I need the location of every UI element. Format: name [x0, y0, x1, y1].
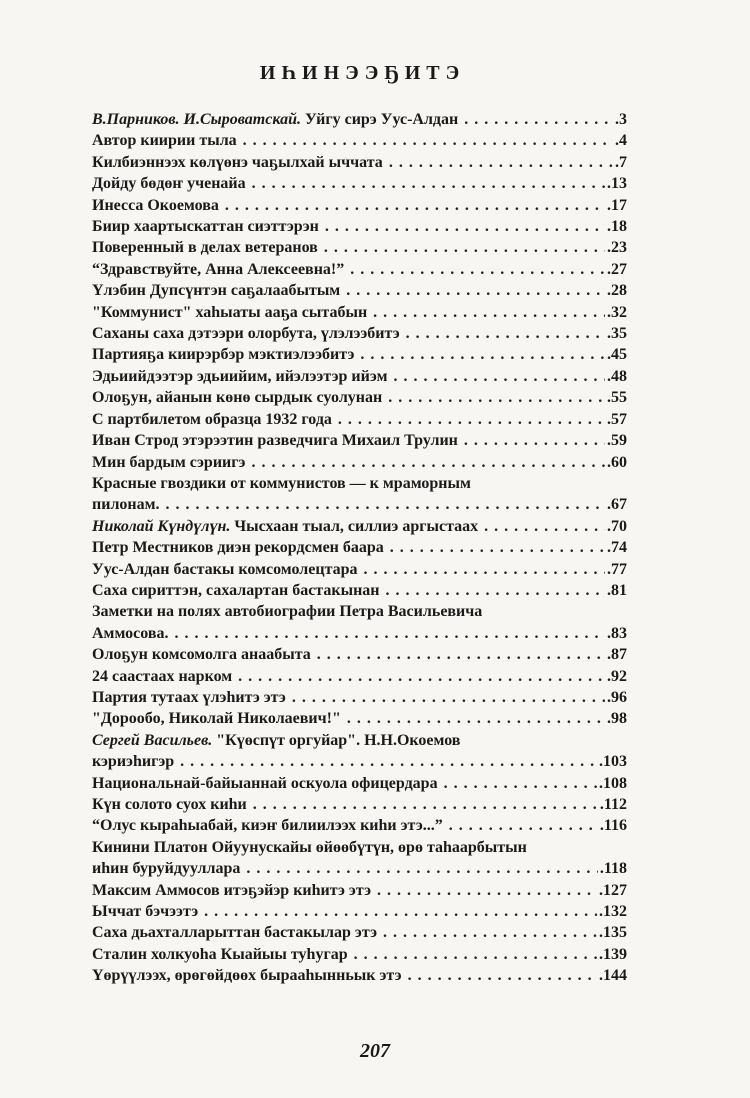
toc-entry — [92, 409, 627, 430]
toc-entry — [92, 794, 627, 815]
toc-entry — [92, 387, 627, 408]
entry-page: .98 — [607, 710, 627, 728]
entry-title: Күн солото суох киһи — [92, 796, 247, 813]
toc-entry — [92, 880, 627, 901]
dot-leader — [406, 323, 605, 344]
toc-entry — [92, 730, 627, 773]
entry-title: Биир хаартыскаттан сиэттэрэн — [92, 218, 319, 236]
toc-entry — [92, 366, 627, 387]
entry-title: Үлэбин Дупсүнтэн саҕалаабытым — [92, 282, 341, 300]
entry-page: .118 — [599, 860, 627, 878]
entry-title: Поверенный в делах ветеранов — [92, 239, 318, 257]
toc-entry — [92, 130, 627, 151]
dot-leader — [390, 537, 605, 558]
dot-leader — [243, 130, 613, 151]
entry-page: .45 — [607, 346, 627, 364]
entry-page: .23 — [607, 239, 627, 257]
entry-title: Автор киирии тыла — [92, 132, 237, 150]
entry-title: “Олус кыраһыабай, киэҥ билиилээх киһи этэ...” — [92, 817, 443, 835]
toc-entry — [92, 901, 627, 922]
entry-title: С партбилетом образца 1932 года — [92, 410, 332, 428]
entry-title: Килбиэннээх көлүөнэ чаҕылхай ыччата — [92, 153, 383, 171]
dot-leader — [166, 494, 605, 515]
dot-leader — [338, 409, 605, 430]
toc-entry — [92, 815, 627, 836]
entry-page: .81 — [607, 581, 627, 599]
entry-title: Чысхаан тыал, силлиэ аргыстаах — [234, 517, 479, 535]
toc-entry — [92, 687, 627, 708]
entry-page: .112 — [599, 796, 627, 813]
entry-title-continued: пилонам. — [92, 496, 160, 514]
entry-title-continued: иһин буруйдууллара — [92, 860, 241, 878]
entry-title-continued: Аммосова. — [92, 624, 169, 642]
entry-title: Эдьиийдээтэр эдьиийим, ийэлээтэр ийэм — [92, 367, 388, 385]
entry-title: Ыччат бэчээтэ — [92, 903, 199, 921]
entry-title: Олоҕун комсомолга анаабыта — [92, 646, 311, 664]
toc-entry — [92, 302, 627, 323]
table-of-contents — [92, 62, 627, 987]
dot-leader — [444, 773, 597, 794]
entry-page: .48 — [607, 367, 627, 385]
dot-leader — [292, 687, 605, 708]
dot-leader — [325, 216, 605, 237]
dot-leader — [389, 152, 613, 173]
entry-page: .27 — [607, 260, 627, 278]
entry-title: Заметки на полях автобиографии Петра Васильевича — [92, 603, 483, 621]
toc-entry — [92, 773, 627, 794]
toc-entry — [92, 216, 627, 237]
entry-author: Николай Күндүлүн. — [92, 517, 231, 535]
entry-title: “Здравствуйте, Анна Алексеевна!” — [92, 260, 345, 278]
entry-title: Үөрүүлээх, өрөгөйдөөх бырааһынньык этэ — [92, 967, 402, 985]
entry-title: Красные гвоздики от коммунистов — к мраморным — [92, 474, 471, 492]
entry-title: 24 саастаах нарком — [92, 667, 233, 685]
entry-title: Партияҕа киирэрбэр мэктиэлээбитэ — [92, 346, 355, 364]
entry-title-continued: кэриэһигэр — [92, 753, 175, 771]
toc-entry — [92, 516, 627, 537]
dot-leader — [174, 623, 605, 644]
toc-entry — [92, 666, 627, 687]
entry-page: .87 — [607, 646, 627, 664]
entry-page: .92 — [607, 667, 627, 685]
entries-list — [92, 109, 627, 987]
entry-title: Саха сириттэн, сахалартан бастакынан — [92, 581, 380, 599]
entry-title: Саханы саха дэтээри олорбута, үлэлээбитэ — [92, 325, 400, 343]
toc-entry — [92, 601, 627, 644]
toc-entry — [92, 452, 627, 473]
toc-entry — [92, 430, 627, 451]
dot-leader — [386, 580, 606, 601]
toc-entry — [92, 152, 627, 173]
dot-leader — [449, 815, 598, 836]
dot-leader — [354, 944, 597, 965]
toc-entry — [92, 644, 627, 665]
entry-title: Максим Аммосов итэҕэйэр киһитэ этэ — [92, 881, 371, 899]
toc-entry — [92, 708, 627, 729]
dot-leader — [347, 708, 605, 729]
entry-page: .57 — [607, 410, 627, 428]
entry-page: .35 — [607, 325, 627, 343]
dot-leader — [346, 280, 605, 301]
dot-leader — [253, 794, 598, 815]
entry-page: .96 — [607, 688, 627, 706]
entry-page: .135 — [599, 924, 627, 942]
dot-leader — [377, 880, 597, 901]
entry-page: .77 — [607, 560, 627, 578]
page-number: 207 — [360, 1040, 390, 1062]
entry-title: Иван Строд этэрээтин разведчига Михаил Трулин — [92, 432, 458, 450]
dot-leader — [246, 858, 597, 879]
toc-entry — [92, 280, 627, 301]
entry-page: .127 — [599, 881, 627, 899]
entry-title: Сталин холкуоһа Кыайыы туһугар — [92, 945, 348, 963]
dot-leader — [350, 259, 605, 280]
toc-entry — [92, 965, 627, 986]
entry-title: Национальнай-байыаннай оскуола офицердара — [92, 774, 438, 792]
entry-page: .108 — [599, 774, 627, 792]
toc-entry — [92, 559, 627, 580]
entry-title: Дойду бөдөҥ ученайа — [92, 175, 246, 193]
toc-entry — [92, 580, 627, 601]
entry-page: .59 — [607, 432, 627, 450]
dot-leader — [225, 195, 605, 216]
dot-leader — [373, 302, 605, 323]
dot-leader — [464, 430, 605, 451]
toc-entry — [92, 537, 627, 558]
entry-page: .103 — [599, 753, 627, 771]
entry-page: .70 — [607, 517, 627, 535]
dot-leader — [317, 644, 605, 665]
entry-page: .32 — [607, 303, 627, 321]
toc-entry — [92, 922, 627, 943]
entry-page: .132 — [599, 903, 627, 921]
entry-title: Саха дьахталларыттан бастакылар этэ — [92, 924, 377, 942]
dot-leader — [324, 237, 605, 258]
entry-page: .139 — [599, 945, 627, 963]
entry-page: .116 — [599, 817, 627, 835]
dot-leader — [251, 452, 605, 473]
entry-page: .28 — [607, 282, 627, 300]
entry-title: Кинини Платон Ойуунускайы өйөөбүтүн, өрө таһаарбытын — [92, 838, 527, 856]
entry-page: .67 — [607, 496, 627, 514]
toc-entry — [92, 195, 627, 216]
entry-page: .55 — [607, 389, 627, 407]
entry-page: .3 — [615, 111, 627, 128]
dot-leader — [364, 559, 605, 580]
toc-entry — [92, 473, 627, 516]
toc-entry — [92, 173, 627, 194]
entry-title: Уйгу сирэ Уус-Алдан — [304, 111, 459, 128]
entry-title: Уус-Алдан бастакы комсомолецтара — [92, 560, 358, 578]
entry-page: .7 — [615, 153, 627, 171]
entry-title: "Коммунист" хаһыаты ааҕа сытабын — [92, 303, 368, 321]
dot-leader — [238, 666, 605, 687]
dot-leader — [464, 109, 613, 130]
entry-page: .83 — [607, 624, 627, 642]
entry-title: Петр Местников диэн рекордсмен баара — [92, 539, 384, 557]
entry-title: Олоҕун, айанын көнө сырдык суолунан — [92, 389, 383, 407]
entry-author: В.Парников. И.Сыроватскай. — [92, 111, 301, 128]
entry-page: .74 — [607, 539, 627, 557]
entry-page: .60 — [607, 453, 627, 471]
toc-entry — [92, 837, 627, 880]
entry-title: Мин бардым сэриигэ — [92, 453, 246, 471]
toc-entry — [92, 344, 627, 365]
entry-page: .18 — [607, 218, 627, 236]
entry-page: .144 — [599, 967, 627, 985]
toc-entry — [92, 109, 627, 130]
toc-entry — [92, 237, 627, 258]
dot-leader — [252, 173, 605, 194]
toc-entry — [92, 259, 627, 280]
entry-title: "Дорообо, Николай Николаевич!" — [92, 710, 341, 728]
dot-leader — [388, 387, 605, 408]
dot-leader — [484, 516, 605, 537]
entry-page: .4 — [615, 132, 627, 150]
toc-entry — [92, 323, 627, 344]
toc-entry — [92, 944, 627, 965]
dot-leader — [394, 366, 605, 387]
entry-author: Сергей Васильев. — [92, 731, 213, 749]
contents-heading: ИҺИНЭЭҔИТЭ — [259, 62, 466, 84]
dot-leader — [180, 751, 597, 772]
dot-leader — [383, 922, 597, 943]
dot-leader — [204, 901, 597, 922]
entry-title: "Күөспүт оргуйар". Н.Н.Окоемов — [216, 731, 461, 749]
entry-page: .13 — [607, 175, 627, 193]
entry-title: Инесса Окоемова — [92, 196, 219, 214]
dot-leader — [408, 965, 597, 986]
dot-leader — [360, 344, 605, 365]
entry-page: .17 — [607, 196, 627, 214]
entry-title: Партия тутаах үлэһитэ этэ — [92, 688, 286, 706]
